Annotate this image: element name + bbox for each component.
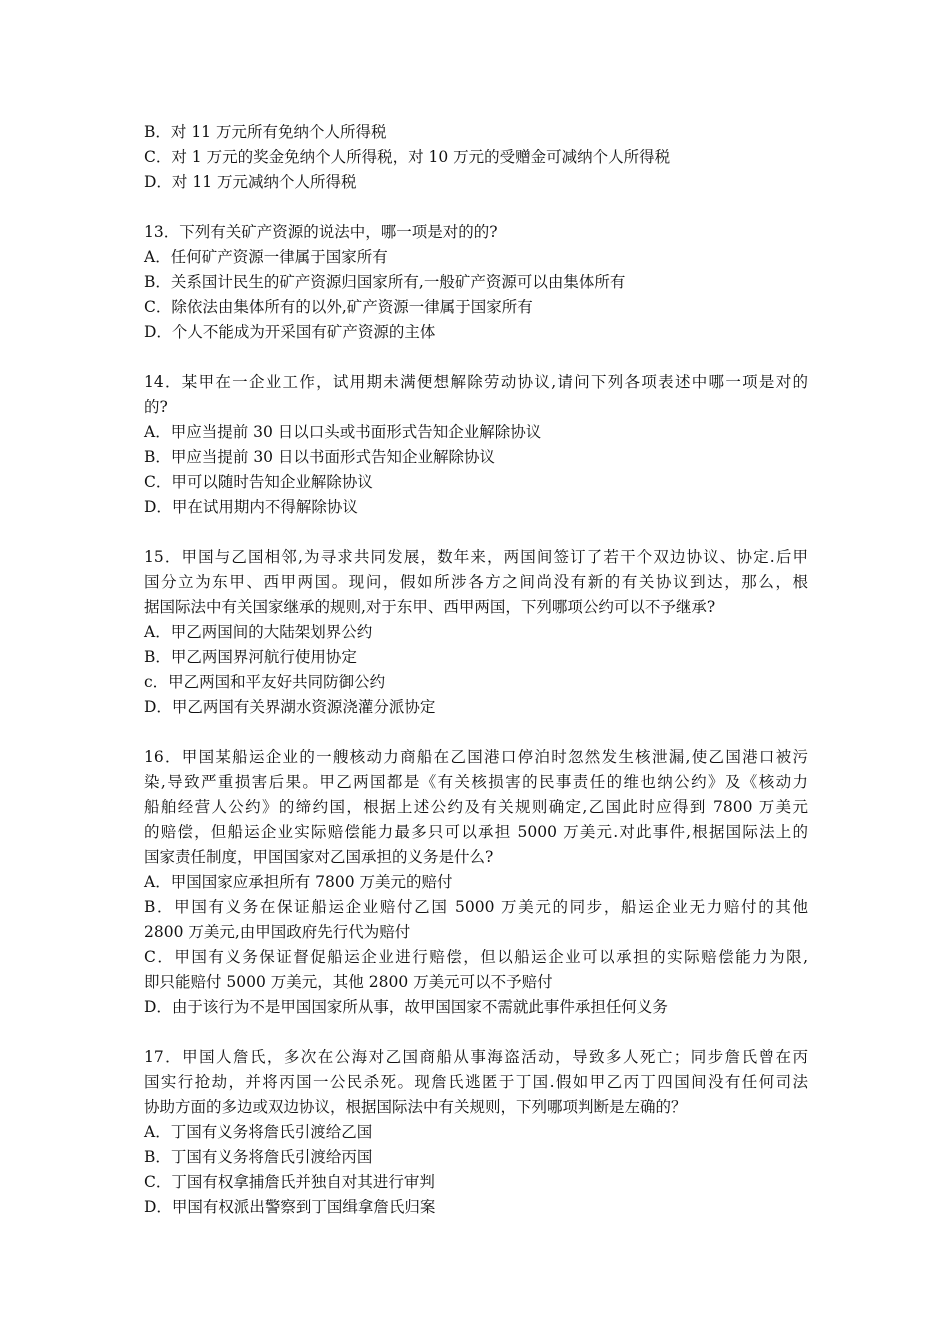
option-a: A．甲乙两国间的大陆架划界公约 bbox=[144, 623, 373, 641]
question-14 bbox=[144, 370, 808, 520]
option-b: B．甲乙两国界河航行使用协定 bbox=[144, 648, 357, 666]
option-c: C．除依法由集体所有的以外,矿产资源一律属于国家所有 bbox=[144, 298, 533, 316]
question-text-cont: 国分立为东甲、西甲两国。现问，假如所涉各方之间尚没有新的有关协议到达，那么，根 bbox=[144, 573, 808, 591]
option-d: D．对 11 万元减纳个人所得税 bbox=[144, 173, 357, 191]
question-text: 14．某甲在一企业工作，试用期未满便想解除劳动协议,请问下列各项表述中哪一项是对的 bbox=[144, 373, 808, 391]
spacer bbox=[144, 195, 808, 220]
spacer bbox=[144, 345, 808, 370]
option-a: A．任何矿产资源一律属于国家所有 bbox=[144, 248, 388, 266]
question-text-cont: 国家责任制度，甲国国家对乙国承担的义务是什么? bbox=[144, 848, 494, 866]
question-text: 13．下列有关矿产资源的说法中，哪一项是对的的? bbox=[144, 223, 498, 241]
question-15 bbox=[144, 545, 808, 720]
option-c: c．甲乙两国和平友好共同防御公约 bbox=[144, 673, 386, 691]
question-text-cont: 的? bbox=[144, 398, 168, 416]
option-a: A．丁国有义务将詹氏引渡给乙国 bbox=[144, 1123, 373, 1141]
option-c: C．对 1 万元的奖金免纳个人所得税，对 10 万元的受赠金可减纳个人所得税 bbox=[144, 148, 671, 166]
option-b: B．甲国有义务在保证船运企业赔付乙国 5000 万美元的同步，船运企业无力赔付的其他 bbox=[144, 898, 808, 916]
option-c-cont: 即只能赔付 5000 万美元，其他 2800 万美元可以不予赔付 bbox=[144, 973, 553, 991]
question-text: 15．甲国与乙国相邻,为寻求共同发展，数年来，两国间签订了若干个双边协议、协定.后甲 bbox=[144, 548, 808, 566]
option-d: D．甲在试用期内不得解除协议 bbox=[144, 498, 358, 516]
option-d: D．由于该行为不是甲国国家所从事，故甲国国家不需就此事件承担任何义务 bbox=[144, 998, 668, 1016]
exam-page bbox=[144, 120, 808, 1220]
question-16 bbox=[144, 745, 808, 1020]
question-text: 16．甲国某船运企业的一艘核动力商船在乙国港口停泊时忽然发生核泄漏,使乙国港口被污 bbox=[144, 748, 808, 766]
option-a: A．甲应当提前 30 日以口头或书面形式告知企业解除协议 bbox=[144, 423, 542, 441]
option-a: A．甲国国家应承担所有 7800 万美元的赔付 bbox=[144, 873, 453, 891]
option-b: B．关系国计民生的矿产资源归国家所有,一般矿产资源可以由集体所有 bbox=[144, 273, 626, 291]
option-c: C．甲国有义务保证督促船运企业进行赔偿，但以船运企业可以承担的实际赔偿能力为限, bbox=[144, 948, 808, 966]
option-d: D．个人不能成为开采国有矿产资源的主体 bbox=[144, 323, 436, 341]
spacer bbox=[144, 520, 808, 545]
question-text: 17．甲国人詹氏，多次在公海对乙国商船从事海盗活动，导致多人死亡；同步詹氏曾在丙 bbox=[144, 1048, 808, 1066]
spacer bbox=[144, 720, 808, 745]
option-c: C．丁国有权拿捕詹氏并独自对其进行审判 bbox=[144, 1173, 435, 1191]
question-text-cont: 据国际法中有关国家继承的规则,对于东甲、西甲两国，下列哪项公约可以不予继承? bbox=[144, 598, 716, 616]
question-text-cont: 染,导致严重损害后果。甲乙两国都是《有关核损害的民事责任的维也纳公约》及《核动力 bbox=[144, 773, 808, 791]
option-d: D．甲乙两国有关界湖水资源浇灌分派协定 bbox=[144, 698, 436, 716]
question-13 bbox=[144, 220, 808, 345]
option-b: B．丁国有义务将詹氏引渡给丙国 bbox=[144, 1148, 373, 1166]
question-17 bbox=[144, 1045, 808, 1220]
option-d: D．甲国有权派出警察到丁国缉拿詹氏归案 bbox=[144, 1198, 436, 1216]
option-b-cont: 2800 万美元,由甲国政府先行代为赔付 bbox=[144, 923, 411, 941]
option-b: B．对 11 万元所有免纳个人所得税 bbox=[144, 123, 387, 141]
option-b: B．甲应当提前 30 日以书面形式告知企业解除协议 bbox=[144, 448, 495, 466]
question-text-cont: 国实行抢劫，并将丙国一公民杀死。现詹氏逃匿于丁国.假如甲乙丙丁四国间没有任何司法 bbox=[144, 1073, 808, 1091]
spacer bbox=[144, 1020, 808, 1045]
question-text-cont: 的赔偿，但船运企业实际赔偿能力最多只可以承担 5000 万美元.对此事件,根据国际法上的 bbox=[144, 823, 808, 841]
question-text-cont: 协助方面的多边或双边协议，根据国际法中有关规则，下列哪项判断是左确的？ bbox=[144, 1098, 687, 1116]
question-text-cont: 船舶经营人公约》的缔约国，根据上述公约及有关规则确定,乙国此时应得到 7800 万美元 bbox=[144, 798, 808, 816]
question-12-options bbox=[144, 120, 808, 195]
option-c: C．甲可以随时告知企业解除协议 bbox=[144, 473, 373, 491]
